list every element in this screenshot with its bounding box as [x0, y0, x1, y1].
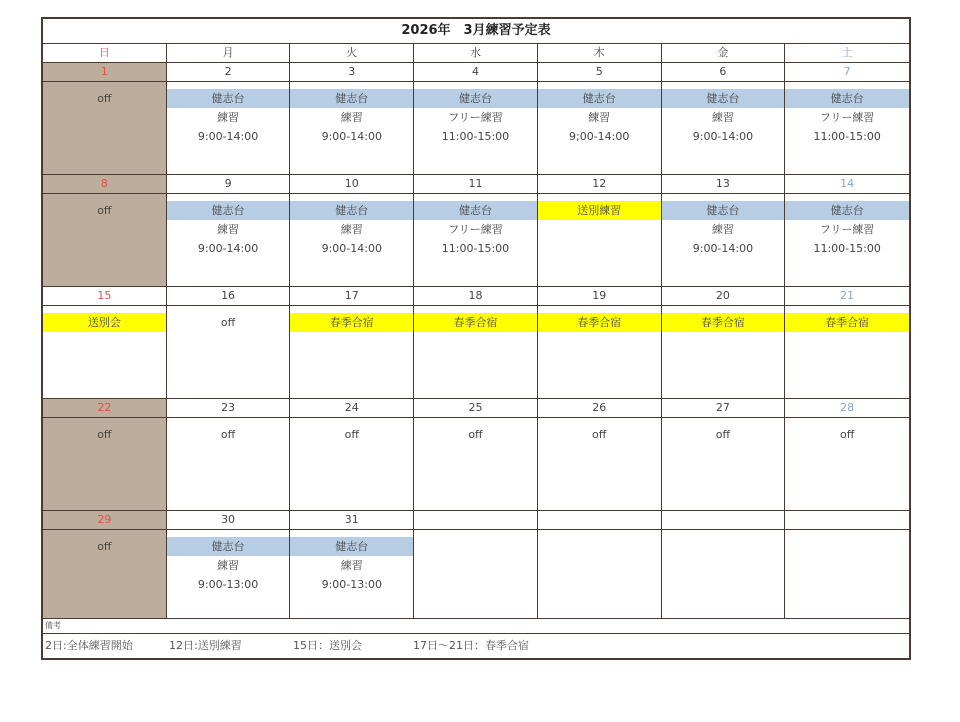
- notes-label: 備考: [43, 619, 909, 634]
- event-label: 春季合宿: [414, 313, 537, 332]
- date-cell: 6: [662, 63, 786, 81]
- event-label: 春季合宿: [662, 313, 785, 332]
- schedule-cell: [785, 82, 909, 174]
- date-cell: 26: [538, 399, 662, 417]
- date-cell: 4: [414, 63, 538, 81]
- date-cell: 29: [43, 511, 167, 529]
- schedule-cell: [538, 306, 662, 398]
- time-label: 9:00-14:00: [692, 130, 754, 143]
- practice-type-label: 練習: [217, 559, 240, 572]
- date-cell: 1: [43, 63, 167, 81]
- venue-label: 健志台: [414, 201, 537, 220]
- content-row: [43, 82, 909, 175]
- venue-label: 健志台: [290, 201, 413, 220]
- off-label: off: [468, 428, 483, 441]
- date-cell: [662, 511, 786, 529]
- date-cell: 2: [167, 63, 291, 81]
- practice-type-label: フリー練習: [819, 111, 875, 124]
- schedule-cell: [785, 306, 909, 398]
- note-item: 12日:送別練習: [169, 639, 242, 652]
- schedule-cell: [290, 418, 414, 510]
- date-cell: 31: [290, 511, 414, 529]
- schedule-cell: [43, 82, 167, 174]
- schedule-cell: [414, 82, 538, 174]
- off-label: off: [97, 204, 112, 217]
- off-label: off: [592, 428, 607, 441]
- date-cell: 28: [840, 401, 855, 414]
- date-row: [43, 287, 909, 306]
- weekday-header: [43, 44, 909, 63]
- date-cell: 25: [414, 399, 538, 417]
- event-label: 春季合宿: [290, 313, 413, 332]
- event-label: 春季合宿: [785, 313, 909, 332]
- venue-label: 健志台: [290, 537, 413, 556]
- off-label: off: [97, 540, 112, 553]
- schedule-cell: [538, 530, 662, 618]
- schedule-cell: [785, 418, 909, 510]
- practice-type-label: フリー練習: [819, 223, 875, 236]
- date-cell: 16: [167, 287, 291, 305]
- weekday-header-cell: 水: [414, 44, 538, 62]
- event-label: 送別会: [43, 313, 166, 332]
- schedule-cell: [538, 194, 662, 286]
- date-row: [43, 175, 909, 194]
- content-row: [43, 194, 909, 287]
- event-label: 春季合宿: [538, 313, 661, 332]
- date-cell: 30: [167, 511, 291, 529]
- schedule-cell: [167, 418, 291, 510]
- date-cell: 9: [167, 175, 291, 193]
- date-cell: 12: [538, 175, 662, 193]
- date-cell: 11: [414, 175, 538, 193]
- date-cell: 8: [43, 175, 167, 193]
- date-cell: 24: [290, 399, 414, 417]
- time-label: 9;00-14:00: [569, 130, 630, 143]
- practice-type-label: 練習: [711, 111, 734, 124]
- date-cell: 21: [840, 289, 855, 302]
- off-label: off: [97, 428, 112, 441]
- schedule-cell: [414, 306, 538, 398]
- weekday-header-cell: 木: [538, 44, 662, 62]
- schedule-cell: [538, 418, 662, 510]
- weekday-header-cell: 日: [43, 44, 167, 62]
- schedule-cell: [290, 82, 414, 174]
- date-row: [43, 511, 909, 530]
- time-label: 9:00-14:00: [692, 242, 754, 255]
- content-row: [43, 530, 909, 619]
- weekday-header-cell: 火: [290, 44, 414, 62]
- off-label: off: [344, 428, 359, 441]
- practice-type-label: 練習: [217, 111, 240, 124]
- schedule-cell: [43, 530, 167, 618]
- venue-label: 健志台: [785, 89, 909, 108]
- time-label: 9:00-13:00: [321, 578, 382, 591]
- time-label: 11:00-15:00: [441, 130, 510, 143]
- venue-label: 健志台: [662, 201, 785, 220]
- schedule-cell: [167, 194, 291, 286]
- time-label: 9:00-13:00: [197, 578, 259, 591]
- notes-row: [43, 634, 909, 658]
- schedule-cell: [43, 194, 167, 286]
- practice-type-label: 練習: [711, 223, 734, 236]
- date-cell: [785, 511, 909, 529]
- venue-label: 健志台: [167, 537, 290, 556]
- date-cell: [538, 511, 662, 529]
- venue-label: 健志台: [290, 89, 413, 108]
- date-row: [43, 63, 909, 82]
- note-item: 2日:全体練習開始: [45, 639, 133, 652]
- venue-label: 健志台: [538, 89, 661, 108]
- schedule-cell: [414, 194, 538, 286]
- venue-label: 健志台: [167, 201, 290, 220]
- date-cell: 15: [43, 287, 167, 305]
- calendar-title: 2026年 3月練習予定表: [43, 19, 909, 44]
- time-label: 9:00-14:00: [321, 242, 382, 255]
- content-row: [43, 418, 909, 511]
- venue-label: 健志台: [167, 89, 290, 108]
- practice-type-label: 練習: [217, 223, 240, 236]
- date-cell: 17: [290, 287, 414, 305]
- schedule-cell: [662, 530, 786, 618]
- time-label: 11:00-15:00: [813, 130, 881, 143]
- venue-label: 健志台: [414, 89, 537, 108]
- weekday-header-cell: 金: [662, 44, 786, 62]
- practice-type-label: フリー練習: [448, 111, 503, 124]
- off-label: off: [839, 428, 855, 441]
- off-label: off: [715, 428, 731, 441]
- venue-label: 健志台: [662, 89, 785, 108]
- weekday-header-cell: 土: [841, 46, 853, 59]
- schedule-cell: [43, 418, 167, 510]
- date-cell: 27: [662, 399, 786, 417]
- schedule-cell: [167, 82, 291, 174]
- date-cell: 7: [843, 65, 851, 78]
- schedule-cell: [662, 82, 786, 174]
- schedule-cell: [167, 530, 291, 618]
- schedule-cell: [414, 530, 538, 618]
- schedule-cell: [290, 194, 414, 286]
- calendar-weeks: [43, 63, 909, 619]
- date-cell: 18: [414, 287, 538, 305]
- schedule-cell: [290, 306, 414, 398]
- schedule-cell: [662, 194, 786, 286]
- schedule-cell: [290, 530, 414, 618]
- date-cell: 20: [662, 287, 786, 305]
- date-cell: 23: [167, 399, 291, 417]
- date-cell: 13: [662, 175, 786, 193]
- time-label: 9:00-14:00: [197, 242, 259, 255]
- date-cell: 3: [290, 63, 414, 81]
- practice-type-label: 練習: [340, 223, 363, 236]
- practice-type-label: 練習: [340, 559, 363, 572]
- date-cell: 5: [538, 63, 662, 81]
- practice-type-label: 練習: [340, 111, 363, 124]
- schedule-cell: [662, 306, 786, 398]
- schedule-cell: [167, 306, 291, 398]
- schedule-cell: [785, 530, 909, 618]
- off-label: off: [97, 92, 112, 105]
- schedule-cell: [662, 418, 786, 510]
- time-label: 9:00-14:00: [197, 130, 259, 143]
- date-cell: 10: [290, 175, 414, 193]
- venue-label: 健志台: [785, 201, 909, 220]
- date-cell: 14: [840, 177, 855, 190]
- schedule-cell: [538, 82, 662, 174]
- practice-type-label: フリー練習: [448, 223, 503, 236]
- date-row: [43, 399, 909, 418]
- practice-calendar: [41, 17, 911, 660]
- time-label: 11:00-15:00: [813, 242, 881, 255]
- weekday-header-cell: 月: [167, 44, 291, 62]
- off-label: off: [220, 316, 236, 329]
- date-cell: 22: [43, 399, 167, 417]
- date-cell: [414, 511, 538, 529]
- schedule-cell: [414, 418, 538, 510]
- schedule-cell: [785, 194, 909, 286]
- schedule-cell: [43, 306, 167, 398]
- event-label: 送別練習: [538, 201, 661, 220]
- content-row: [43, 306, 909, 399]
- time-label: 9:00-14:00: [321, 130, 382, 143]
- note-item: 15日：送別会: [293, 639, 362, 652]
- time-label: 11:00-15:00: [441, 242, 510, 255]
- off-label: off: [220, 428, 236, 441]
- practice-type-label: 練習: [588, 111, 611, 124]
- note-item: 17日〜21日：春季合宿: [413, 639, 529, 652]
- date-cell: 19: [538, 287, 662, 305]
